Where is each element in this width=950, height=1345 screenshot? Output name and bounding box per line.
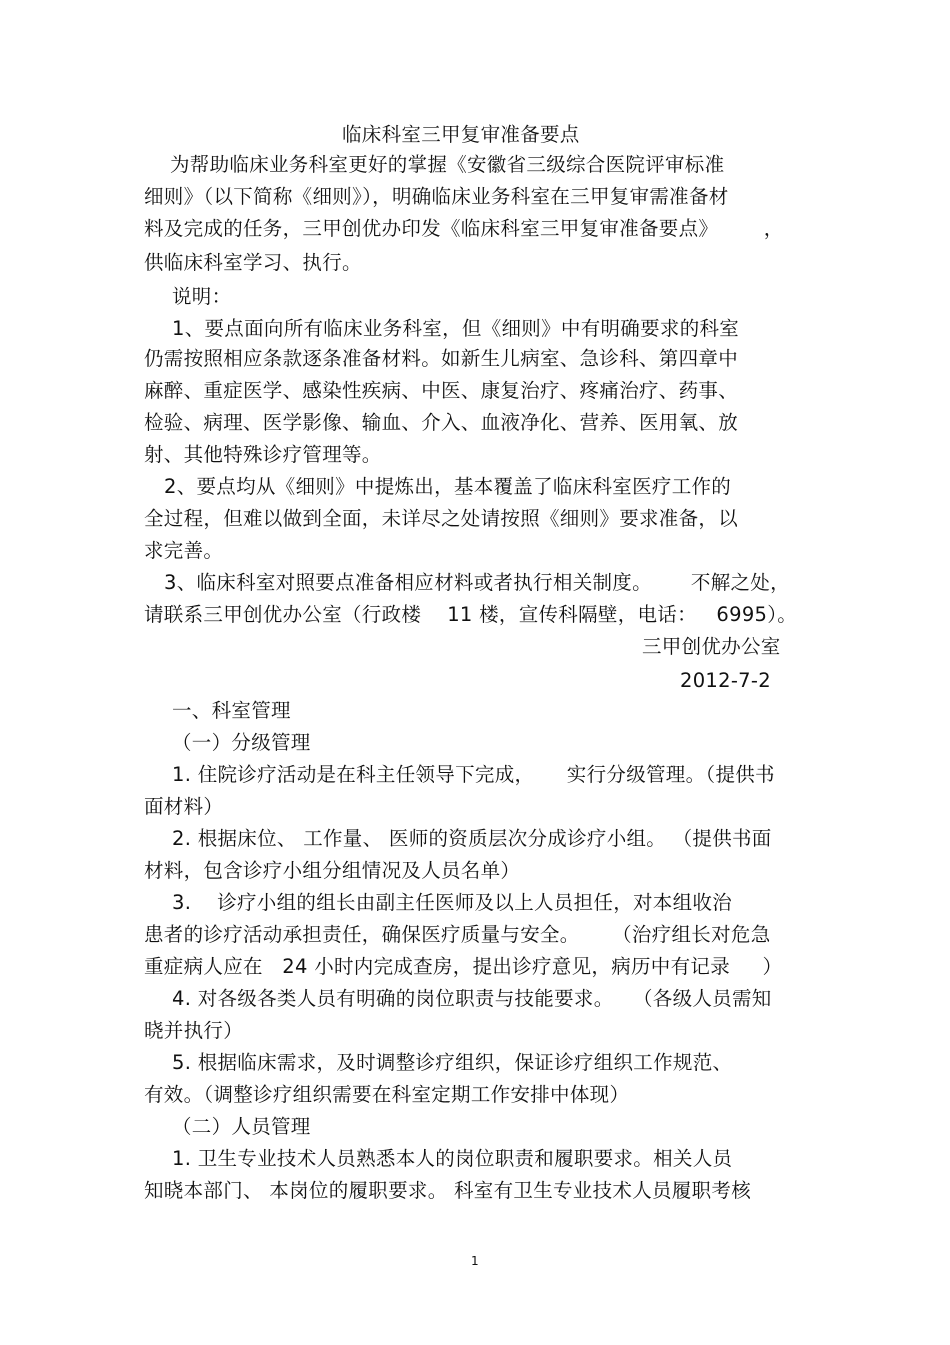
intro-line: 为帮助临床业务科室更好的掌握《安徽省三级综合医院评审标准: [170, 153, 725, 176]
note-line: 3、临床科室对照要点准备相应材料或者执行相关制度。 不解之处，: [164, 571, 790, 594]
item-line: 有效。（调整诊疗组织需要在科室定期工作安排中体现）: [144, 1083, 630, 1106]
note-line: 仍需按照相应条款逐条准备材料。如新生儿病室、急诊科、第四章中: [144, 347, 739, 370]
note-line: 全过程，但难以做到全面，未详尽之处请按照《细则》要求准备，以: [144, 507, 739, 530]
item-line: 2. 根据床位、 工作量、 医师的资质层次分成诊疗小组。 （提供书面: [172, 827, 772, 850]
note-line: 2、要点均从《细则》中提炼出，基本覆盖了临床科室医疗工作的: [164, 475, 732, 498]
document-title: 临床科室三甲复审准备要点: [342, 123, 580, 146]
intro-line: 供临床科室学习、执行。: [144, 251, 362, 274]
item-line: 知晓本部门、 本岗位的履职要求。 科室有卫生专业技术人员履职考核: [144, 1179, 751, 1202]
item-line: 重症病人应在 24 小时内完成查房，提出诊疗意见，病历中有记录 ）: [144, 955, 783, 978]
note-line: 射、其他特殊诊疗管理等。: [144, 443, 382, 466]
item-line: 4. 对各级各类人员有明确的岗位职责与技能要求。 （各级人员需知: [172, 987, 772, 1010]
item-line: 5. 根据临床需求，及时调整诊疗组织，保证诊疗组织工作规范、: [172, 1051, 733, 1074]
intro-line: 细则》（以下简称《细则》），明确临床业务科室在三甲复审需准备材: [144, 185, 729, 208]
section-heading: 一、科室管理: [172, 699, 291, 722]
item-line: 患者的诊疗活动承担责任，确保医疗质量与安全。 （治疗组长对危急: [144, 923, 771, 946]
item-line: 1. 卫生专业技术人员熟悉本人的岗位职责和履职要求。相关人员: [172, 1147, 733, 1170]
item-line: 1. 住院诊疗活动是在科主任领导下完成， 实行分级管理。（提供书: [172, 763, 775, 786]
item-line: 晓并执行）: [144, 1019, 244, 1042]
intro-line: 料及完成的任务，三甲创优办印发《临床科室三甲复审准备要点》 ，: [144, 217, 784, 240]
date: 2012-7-2: [680, 669, 771, 692]
subsection-heading: （一）分级管理: [172, 731, 311, 754]
note-line: 请联系三甲创优办公室（行政楼 11 楼，宣传科隔壁，电话： 6995）。: [144, 603, 798, 626]
item-line: 材料，包含诊疗小组分组情况及人员名单）: [144, 859, 521, 882]
page-number: 1: [471, 1254, 479, 1268]
item-line: 面材料）: [144, 795, 224, 818]
note-line: 检验、病理、医学影像、输血、介入、血液净化、营养、医用氧、放: [144, 411, 739, 434]
item-line: 3. 诊疗小组的组长由副主任医师及以上人员担任，对本组收治: [172, 891, 732, 914]
note-label: 说明：: [172, 285, 232, 308]
note-line: 麻醉、重症医学、感染性疾病、中医、康复治疗、疼痛治疗、药事、: [144, 379, 739, 402]
note-line: 1、要点面向所有临床业务科室，但《细则》中有明确要求的科室: [172, 317, 740, 340]
subsection-heading: （二）人员管理: [172, 1115, 311, 1138]
note-line: 求完善。: [144, 539, 224, 562]
signature: 三甲创优办公室: [642, 635, 781, 658]
